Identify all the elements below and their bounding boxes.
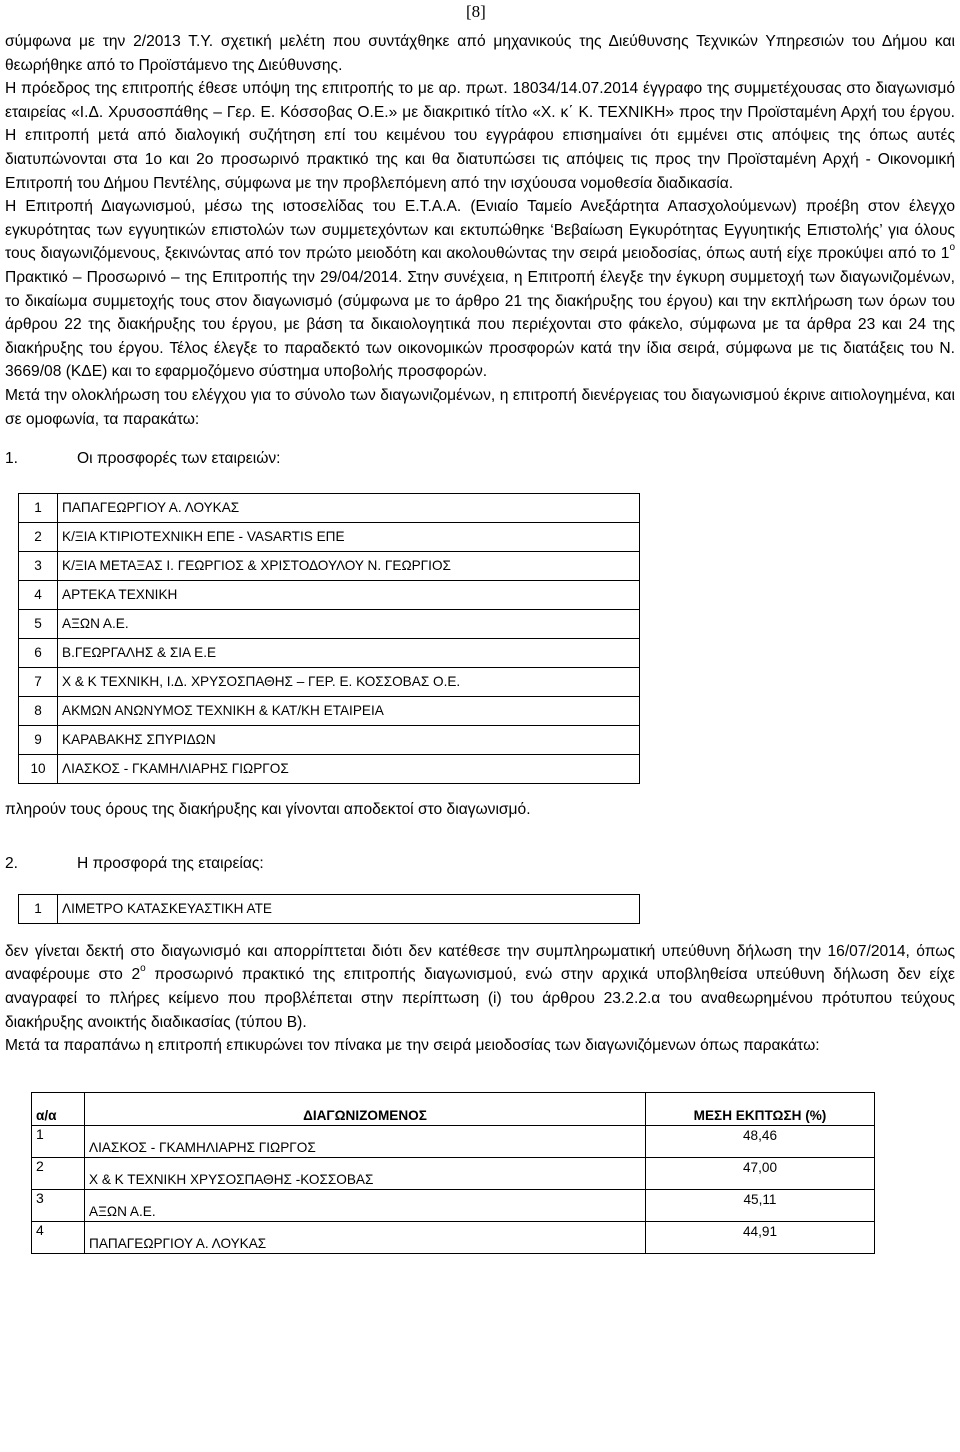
company-name: ΑΚΜΩΝ ΑΝΩΝΥΜΟΣ ΤΕΧΝΙΚΗ & ΚΑΤ/ΚΗ ΕΤΑΙΡΕΙΑ: [58, 696, 640, 725]
accepted-offer-row: [19, 522, 640, 551]
company-name: ΠΑΠΑΓΕΩΡΓΙΟΥ Α. ΛΟΥΚΑΣ: [58, 493, 640, 522]
ranking-discount: 47,00: [646, 1157, 875, 1189]
ranking-number: 2: [32, 1157, 85, 1189]
accepted-offer-row: [19, 667, 640, 696]
row-number: 1: [19, 493, 58, 522]
accepted-offer-row: [19, 580, 640, 609]
ranking-discount: 48,46: [646, 1125, 875, 1157]
guarantee-text-part2: Πρακτικό – Προσωρινό – της Επιτροπής την 29/04/2014. Στην συνέχεια, η Επιτροπή έλεγξε την έγκυρη συμμετοχή των διαγωνιζομένων, το δικαίωμα συμμετοχής τους στον διαγωνισμό (σύμφωνα με το άρθρο 21 της διακήρυξης του έργου) και την εκπλήρωση των όρων του άρθρου 22 της διακήρυξης του έργου, με βάση τα δικαιολογητικά που περιέχονται στο φάκελο, σύμφωνα με τα άρθρα 23 και 24 της διακήρυξης του έργου. Τέλος έλεγξε το παραδεκτό των οικονομικών προσφορών κατά την ίδια σειρά, σύμφωνα με τις διατάξεις του Ν. 3669/08 (ΚΔΕ) και το εφαρμοζόμενο σύστημα υποβολής προσφορών.: [5, 268, 955, 381]
company-name: ΛΙΜΕΤΡΟ ΚΑΤΑΣΚΕΥΑΣΤΙΚΗ ΑΤΕ: [58, 894, 640, 923]
row-number: 10: [19, 754, 58, 783]
row-number: 8: [19, 696, 58, 725]
ranking-company: ΑΞΩΝ Α.Ε.: [85, 1189, 646, 1221]
accepted-offer-row: [19, 638, 640, 667]
paragraph-after-check: Μετά την ολοκλήρωση του ελέγχου για το σύνολο των διαγωνιζομένων, η επιτροπή διενέργειας του διαγωνισμού έκρινε αιτιολογημένα, και σε ομοφωνία, τα παρακάτω:: [5, 386, 955, 428]
rejection-text-part2: προσωρινό πρακτικό της επιτροπής διαγωνισμού, ενώ στην αρχικά υποβληθείσα υπεύθυνη δήλωση δεν είχε αναγραφεί το πλήρες κείμενο που προβλέπεται στην περίπτωση (i) του άρθρου 23.2.2.α του αναθεωρημένου πρότυπου τεύχους διακήρυξης ανοικτής διαδικασίας (τύπου Β).: [5, 966, 955, 1031]
section2-title: Η προσφορά της εταιρείας:: [77, 855, 264, 873]
section1-conclusion: πληρούν τους όρους της διακήρυξης και γίνονται αποδεκτοί στο διαγωνισμό.: [5, 800, 531, 818]
accepted-offer-row: [19, 725, 640, 754]
row-number: 4: [19, 580, 58, 609]
paragraph-letter: Η πρόεδρος της επιτροπής έθεσε υπόψη της επιτροπής το με αρ. πρωτ. 18034/14.07.2014 έγγραφο της συμμετέχουσας στο διαγωνισμό εταιρείας «Ι.Δ. Χρυσοσπάθης – Γερ. Ε. Κόσσοβας Ο.Ε.» με διακριτικό τίτλο «Χ. κ΄ Κ. ΤΕΧΝΙΚΗ» προς την Προϊσταμένη Αρχή του έργου. Η επιτροπή μετά από διαλογική συζήτηση επί του κειμένου του εγγράφου επισημαίνει ότι εμμένει στις απόψεις της όπως αυτές διατυπώνονται στα 1ο και 2ο προσωρινό πρακτικό της και θα διατυπώσει τις απόψεις τις προς την Προϊσταμένη Αρχή - Οικονομική Επιτροπή του Δήμου Πεντέλης, σύμφωνα με την προβλεπόμενη από την ισχύουσα νομοθεσία διαδικασία.: [5, 80, 955, 192]
company-name: Κ/ΞΙΑ ΚΤΙΡΙΟΤΕΧΝΙΚΗ ΕΠΕ - VASARTIS ΕΠΕ: [58, 522, 640, 551]
superscript-ordinal: ο: [949, 242, 955, 254]
accepted-offer-row: [19, 754, 640, 783]
accepted-offer-row: [19, 551, 640, 580]
rejection-text-part1: δεν γίνεται δεκτή στο διαγωνισμό και απορρίπτεται διότι δεν κατέθεσε την συμπληρωματική υπεύθυνη δήλωση την 16/07/2014, όπως αναφέρουμε στο 2: [5, 942, 955, 984]
row-number: 9: [19, 725, 58, 754]
accepted-offer-row: [19, 609, 640, 638]
rejected-offer-row: [19, 894, 640, 923]
ranking-row: [32, 1189, 875, 1221]
company-name: Κ/ΞΙΑ ΜΕΤΑΞΑΣ Ι. ΓΕΩΡΓΙΟΣ & ΧΡΙΣΤΟΔΟΥΛΟΥ Ν. ΓΕΩΡΓΙΟΣ: [58, 551, 640, 580]
superscript-ordinal-2: ο: [140, 963, 146, 975]
section2-conclusion: [5, 940, 955, 1034]
ranking-number: 1: [32, 1125, 85, 1157]
row-number: 5: [19, 609, 58, 638]
ranking-table: [31, 1092, 875, 1254]
document-body: [5, 30, 955, 1254]
paragraph-study: σύμφωνα με την 2/2013 Τ.Υ. σχετική μελέτη που συντάχθηκε από μηχανικούς της Διεύθυνσης Τεχνικών Υπηρεσιών του Δήμου και θεωρήθηκε από το Προϊστάμενο της Διεύθυνσης.: [5, 33, 955, 74]
ranking-row: [32, 1221, 875, 1253]
ranking-discount: 45,11: [646, 1189, 875, 1221]
header-discount: ΜΕΣΗ ΕΚΠΤΩΣΗ (%): [646, 1092, 875, 1125]
row-number: 7: [19, 667, 58, 696]
paragraph-ranking: Μετά τα παραπάνω η επιτροπή επικυρώνει τον πίνακα με την σειρά μειοδοσίας των διαγωνιζόμενων όπως παρακάτω:: [5, 1037, 820, 1055]
accepted-offer-row: [19, 696, 640, 725]
company-name: Β.ΓΕΩΡΓΑΛΗΣ & ΣΙΑ Ε.Ε: [58, 638, 640, 667]
ranking-row: [32, 1157, 875, 1189]
ranking-discount: 44,91: [646, 1221, 875, 1253]
ranking-company: ΠΑΠΑΓΕΩΡΓΙΟΥ Α. ΛΟΥΚΑΣ: [85, 1221, 646, 1253]
paragraph-guarantee-check: [5, 195, 955, 384]
ranking-company: ΛΙΑΣΚΟΣ - ΓΚΑΜΗΛΙΑΡΗΣ ΓΙΩΡΓΟΣ: [85, 1125, 646, 1157]
company-name: Χ & Κ ΤΕΧΝΙΚΗ, Ι.Δ. ΧΡΥΣΟΣΠΑΘΗΣ – ΓΕΡ. Ε. ΚΟΣΣΟΒΑΣ Ο.Ε.: [58, 667, 640, 696]
ranking-row: [32, 1125, 875, 1157]
rejected-offer-table: [18, 894, 640, 924]
section2-number: 2.: [5, 855, 19, 873]
header-aa: α/α: [32, 1092, 85, 1125]
ranking-header-row: [32, 1092, 875, 1125]
section1-number: 1.: [5, 450, 19, 468]
section1-heading: [5, 447, 955, 471]
ranking-number: 4: [32, 1221, 85, 1253]
ranking-number: 3: [32, 1189, 85, 1221]
ranking-company: Χ & Κ ΤΕΧΝΙΚΗ ΧΡΥΣΟΣΠΑΘΗΣ -ΚΟΣΣΟΒΑΣ: [85, 1157, 646, 1189]
row-number: 6: [19, 638, 58, 667]
section2-heading: [5, 852, 955, 876]
company-name: ΚΑΡΑΒΑΚΗΣ ΣΠΥΡΙΔΩΝ: [58, 725, 640, 754]
section1-title: Οι προσφορές των εταιρειών:: [77, 450, 281, 468]
company-name: ΑΞΩΝ Α.Ε.: [58, 609, 640, 638]
company-name: ΑΡΤΕΚΑ ΤΕΧΝΙΚΗ: [58, 580, 640, 609]
company-name: ΛΙΑΣΚΟΣ - ΓΚΑΜΗΛΙΑΡΗΣ ΓΙΩΡΓΟΣ: [58, 754, 640, 783]
row-number: 3: [19, 551, 58, 580]
header-competitor: ΔΙΑΓΩΝΙΖΟΜΕΝΟΣ: [85, 1092, 646, 1125]
row-number: 2: [19, 522, 58, 551]
accepted-offer-row: [19, 493, 640, 522]
row-number: 1: [19, 894, 58, 923]
accepted-offers-table: [18, 493, 640, 784]
guarantee-text-part1: Η Επιτροπή Διαγωνισμού, μέσω της ιστοσελίδας του Ε.Τ.Α.Α. (Ενιαίο Ταμείο Ανεξάρτητα Απασχολούμενων) προέβη στον έλεγχο εγκυρότητας των εγγυητικών επιστολών των συμμετεχόντων και εκτυπώθηκε ‘Βεβαίωση Εγκυρότητας Εγγυητικής Επιστολής’ για όλους τους διαγωνιζόμενους, ξεκινώντας από τον πρώτο μειοδότη και ακολουθώντας την σειρά μειοδοσίας, όπως αυτή είχε προκύψει από το 1: [5, 198, 955, 263]
page-number: [8]: [466, 2, 486, 21]
